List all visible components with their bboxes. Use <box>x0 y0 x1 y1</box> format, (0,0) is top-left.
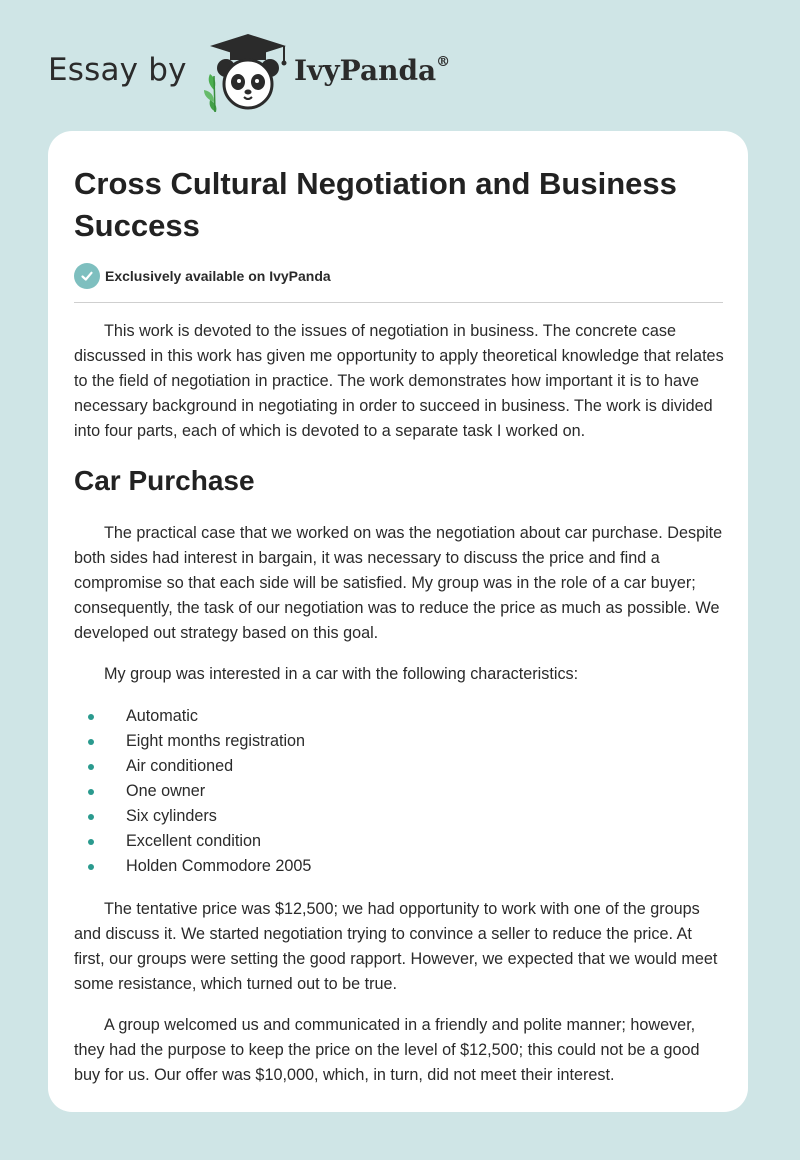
list-item: One owner <box>74 779 674 804</box>
bullet-icon <box>88 839 94 845</box>
exclusive-badge <box>74 263 331 289</box>
characteristics-list <box>74 704 674 879</box>
list-item: Holden Commodore 2005 <box>74 854 674 879</box>
list-item: Air conditioned <box>74 754 674 779</box>
brand-prefix: Essay by <box>48 52 187 88</box>
bullet-icon <box>88 714 94 720</box>
paragraph-2: My group was interested in a car with the following characteristics: <box>104 665 579 683</box>
intro-paragraph: This work is devoted to the issues of negotiation in business. The concrete case discussed in this work has given me opportunity to apply theoretical knowledge that relates to the field of negotiation in practice. The work demonstrates how important it is to have necessary background in negotiating in order to succeed in business. The work is divided into four parts, each of which is devoted to a separate task I worked on. <box>74 322 724 440</box>
list-item: Six cylinders <box>74 804 674 829</box>
paragraph-3: The tentative price was $12,500; we had opportunity to work with one of the groups and discuss it. We started negotiation trying to convince a seller to reduce the price. At first, our groups were setting the good rapport. However, we expected that we would meet some resistance, which turned out to be true. <box>74 900 718 993</box>
panda-logo-icon[interactable] <box>200 32 292 112</box>
paragraph-1: The practical case that we worked on was the negotiation about car purchase. Despite both sides had interest in bargain, it was necessary to discuss the price and find a compromise so that each side will be satisfied. My group was in the role of a car buyer; consequently, the task of our negotiation was to reduce the price as much as possible. We developed out strategy based on this goal. <box>74 524 723 642</box>
bullet-icon <box>88 764 94 770</box>
divider <box>74 302 723 303</box>
checkmark-icon <box>74 263 100 289</box>
badge-text: Exclusively available on IvyPanda <box>105 268 331 284</box>
bullet-icon <box>88 739 94 745</box>
brand-name[interactable]: IvyPanda® <box>294 53 451 87</box>
brand-header <box>48 30 508 110</box>
list-item: Excellent condition <box>74 829 674 854</box>
list-item: Automatic <box>74 704 674 729</box>
bullet-icon <box>88 814 94 820</box>
bullet-icon <box>88 864 94 870</box>
bullet-icon <box>88 789 94 795</box>
section-heading: Car Purchase <box>74 465 255 496</box>
list-item: Eight months registration <box>74 729 674 754</box>
essay-card <box>48 131 748 1112</box>
page-title: Cross Cultural Negotiation and Business Success <box>74 166 677 243</box>
paragraph-4: A group welcomed us and communicated in a friendly and polite manner; however, they had the purpose to keep the price on the level of $12,500; this could not be a good buy for us. Our offer was $10,000, which, in turn, did not meet their interest. <box>74 1016 700 1084</box>
